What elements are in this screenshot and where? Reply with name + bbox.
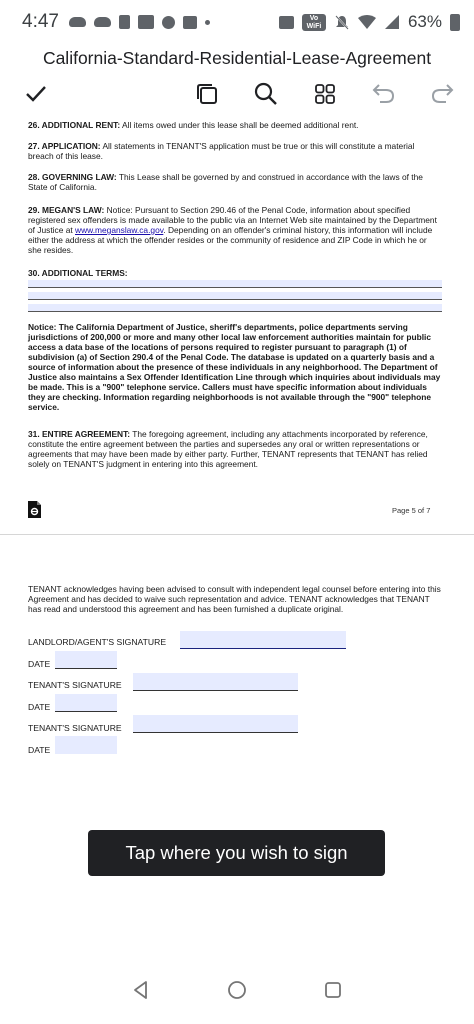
- vowifi-icon: [302, 14, 326, 31]
- cloud-icon: [69, 17, 86, 27]
- clause-heading: 30. ADDITIONAL TERMS:: [28, 268, 128, 278]
- search-icon: [253, 81, 279, 107]
- thumbnails-button[interactable]: [307, 76, 343, 112]
- mute-icon: [334, 14, 350, 30]
- notification-icons: [69, 15, 279, 29]
- sign-hint-toast: Tap where you wish to sign: [88, 830, 385, 876]
- undo-icon: [371, 81, 397, 107]
- status-time: 4:47: [22, 11, 59, 32]
- clause-28: [28, 172, 442, 192]
- clause-26: [28, 120, 442, 130]
- clause-text: All statements in TENANT'S application must be true or this will constitute a material breach of this lease.: [28, 141, 415, 161]
- date-field-1[interactable]: [55, 651, 117, 669]
- search-button[interactable]: [248, 76, 284, 112]
- battery-percent: 63%: [407, 12, 442, 31]
- landlord-signature-field[interactable]: [180, 631, 346, 649]
- wifi-icon: [358, 15, 376, 29]
- tenant-signature-label-1: TENANT'S SIGNATURE: [28, 680, 122, 690]
- undo-button[interactable]: [366, 76, 402, 112]
- page-number: Page 5 of 7: [392, 506, 431, 515]
- document-page-6[interactable]: [0, 535, 474, 835]
- signal-icon: [384, 14, 400, 30]
- document-page-5[interactable]: [0, 112, 474, 534]
- tenant-signature-field-2[interactable]: [133, 715, 298, 733]
- recents-button[interactable]: [321, 978, 345, 1002]
- copy-icon: [195, 82, 219, 106]
- clause-heading: 31. ENTIRE AGREEMENT:: [28, 429, 131, 439]
- clause-30: [28, 268, 442, 278]
- redo-button[interactable]: [424, 76, 460, 112]
- additional-terms-field-2[interactable]: [28, 292, 442, 300]
- toolbar: [0, 76, 474, 112]
- briefcase-icon: [279, 16, 294, 29]
- date-label-3: DATE: [28, 745, 51, 755]
- back-icon: [131, 980, 151, 1000]
- meganslaw-link[interactable]: www.meganslaw.ca.gov: [75, 225, 164, 235]
- clause-27: [28, 141, 442, 161]
- vowifi-bottom-label: WiFi: [306, 22, 322, 30]
- redo-icon: [429, 81, 455, 107]
- home-button[interactable]: [225, 978, 249, 1002]
- tenant-signature-label-2: TENANT'S SIGNATURE: [28, 723, 122, 733]
- clause-heading: 28. GOVERNING LAW:: [28, 172, 117, 182]
- additional-terms-field-1[interactable]: [28, 280, 442, 288]
- home-icon: [226, 979, 248, 1001]
- more-dot-icon: [205, 20, 210, 25]
- check-icon: [24, 82, 48, 106]
- date-field-2[interactable]: [55, 694, 117, 712]
- clause-31: [28, 429, 442, 469]
- clause-heading: 26. ADDITIONAL RENT:: [28, 120, 121, 130]
- cloud-icon: [94, 17, 111, 27]
- pages-button[interactable]: [189, 76, 225, 112]
- done-button[interactable]: [18, 76, 54, 112]
- document-logo-icon: [28, 501, 41, 518]
- clause-text: All items owed under this lease shall be deemed additional rent.: [120, 120, 359, 130]
- system-icons: [279, 12, 460, 32]
- app-icon: [162, 16, 175, 29]
- clause-heading: 27. APPLICATION:: [28, 141, 101, 151]
- document-title: California-Standard-Residential-Lease-Agreement: [42, 48, 432, 68]
- clause-text: . Depending on an offender's criminal history, this information will include either the address at which the offender resides or the community of residence and ZIP Code in which he or she resides.: [28, 225, 433, 255]
- tenant-signature-field-1[interactable]: [133, 673, 298, 691]
- sim-icon: [119, 15, 130, 29]
- status-bar: [0, 0, 474, 44]
- outlook-icon: [138, 15, 154, 29]
- image-icon: [183, 16, 197, 29]
- additional-terms-field-3[interactable]: [28, 304, 442, 312]
- clause-text: Notice: Pursuant to Section 290.46 of the Penal Code, information about specified registered sex offenders is made available to the public via an Internet Web site maintained by the Department of Justice at: [28, 205, 437, 235]
- date-label-1: DATE: [28, 659, 51, 669]
- date-field-3[interactable]: [55, 736, 117, 754]
- vowifi-top-label: Vo: [309, 14, 319, 22]
- back-button[interactable]: [129, 978, 153, 1002]
- grid-icon: [313, 82, 337, 106]
- clause-text: The foregoing agreement, including any attachments incorporated by reference, constitute the entire agreement between the parties and supersedes any oral or written representations or agreements that may have been made by either party. Further, TENANT represents that TENANT has relied solely on TENANT'S judgment in entering into this agreement.: [28, 429, 428, 469]
- clause-heading: 29. MEGAN'S LAW:: [28, 205, 105, 215]
- clause-text: This Lease shall be governed by and construed in accordance with the laws of the State of California.: [28, 172, 423, 192]
- date-label-2: DATE: [28, 702, 51, 712]
- tenant-acknowledgement: TENANT acknowledges having been advised to consult with independent legal counsel before entering into this Agreement and has decided to waive such representation and advice. TENANT acknowledges that TENANT has read and understood this agreement and has been furnished a duplicate original.: [28, 584, 441, 614]
- landlord-signature-label: LANDLORD/AGENT'S SIGNATURE: [28, 637, 167, 647]
- navigation-bar: [0, 970, 474, 1010]
- battery-icon: [450, 14, 460, 31]
- clause-29: [28, 205, 442, 255]
- recents-icon: [323, 980, 343, 1000]
- megans-law-notice: Notice: The California Department of Justice, sheriff's departments, police departments serving jurisdictions of 200,000 or more and many other local law enforcement authorities maintain for public access a data base of the locations of persons required to register pursuant to paragraph (1) of subdivision (a) of Section 290.4 of the Penal Code. The database is updated on a quarterly basis and a source of information about the presence of these individuals in any neighborhood. The Department of Justice also maintains a Sex Offender Identification Line through which inquiries about individuals may be made. This is a "900" telephone service. Callers must have specific information about individuals they are checking. Information regarding neighborhoods is not available through the "900" telephone service.: [28, 322, 441, 412]
